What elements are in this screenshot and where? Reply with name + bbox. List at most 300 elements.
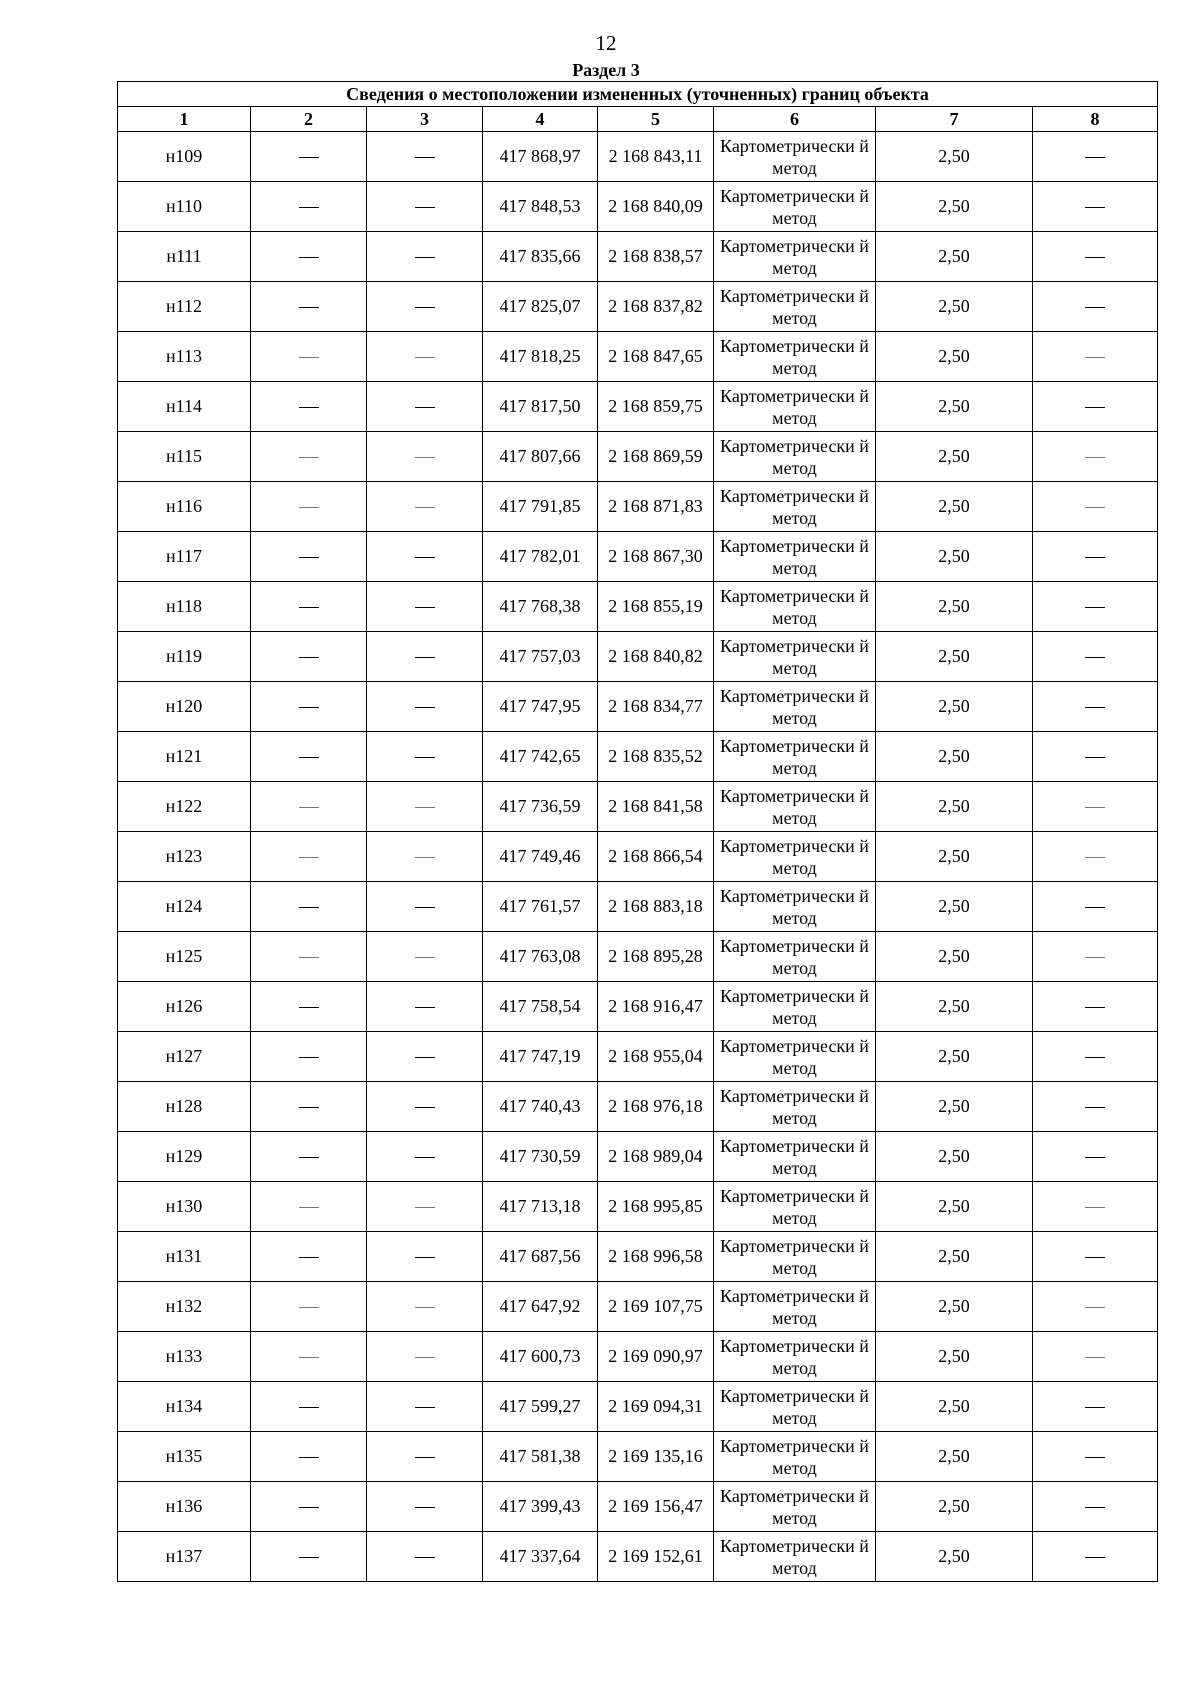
accuracy-cell-text: 2,50	[938, 846, 970, 866]
accuracy-cell	[876, 982, 1033, 1032]
column-3-cell	[367, 1082, 483, 1132]
dash-mark	[299, 1157, 319, 1158]
y-coordinate-cell-text: 2 168 843,11	[608, 146, 703, 166]
x-coordinate-cell-text: 417 868,97	[499, 146, 581, 166]
accuracy-cell	[876, 1232, 1033, 1282]
accuracy-cell	[876, 832, 1033, 882]
method-cell	[714, 1532, 876, 1582]
column-3-cell	[367, 132, 483, 182]
column-2-cell	[251, 382, 367, 432]
table-row	[118, 1282, 1158, 1332]
table-row	[118, 1382, 1158, 1432]
table-row	[118, 1482, 1158, 1532]
method-cell	[714, 482, 876, 532]
column-3-cell	[367, 232, 483, 282]
point-number-cell	[118, 732, 251, 782]
method-cell	[714, 832, 876, 882]
accuracy-cell-text: 2,50	[938, 496, 970, 516]
column-3-cell	[367, 332, 483, 382]
table-row	[118, 232, 1158, 282]
dash-mark	[1085, 1457, 1105, 1458]
point-number-cell	[118, 1382, 251, 1432]
dash-mark	[415, 1357, 435, 1358]
x-coordinate-cell	[483, 1282, 598, 1332]
dash-mark	[299, 807, 319, 808]
x-coordinate-cell	[483, 682, 598, 732]
y-coordinate-cell-text: 2 168 871,83	[608, 496, 703, 516]
column-header: 6	[714, 107, 876, 132]
y-coordinate-cell-text: 2 169 152,61	[608, 1546, 703, 1566]
x-coordinate-cell	[483, 1382, 598, 1432]
column-3-cell	[367, 632, 483, 682]
method-cell-text: Картометрически й метод	[720, 385, 869, 428]
method-cell-text: Картометрически й метод	[720, 835, 869, 878]
point-number-cell	[118, 1232, 251, 1282]
x-coordinate-cell-text: 417 581,38	[499, 1446, 581, 1466]
table-row	[118, 182, 1158, 232]
y-coordinate-cell	[598, 1532, 714, 1582]
x-coordinate-cell	[483, 782, 598, 832]
accuracy-cell	[876, 1082, 1033, 1132]
method-cell-text: Картометрически й метод	[720, 135, 869, 178]
dash-mark	[1085, 907, 1105, 908]
method-cell	[714, 982, 876, 1032]
y-coordinate-cell	[598, 1482, 714, 1532]
dash-mark	[415, 357, 435, 358]
point-number-cell	[118, 1132, 251, 1182]
method-cell-text: Картометрически й метод	[720, 735, 869, 778]
point-number-cell-text: н126	[165, 996, 203, 1016]
method-cell-text: Картометрически й метод	[720, 1185, 869, 1228]
dash-mark	[415, 1407, 435, 1408]
dash-mark	[415, 157, 435, 158]
accuracy-cell	[876, 282, 1033, 332]
accuracy-cell-text: 2,50	[938, 646, 970, 666]
dash-mark	[299, 657, 319, 658]
y-coordinate-cell-text: 2 169 135,16	[608, 1446, 703, 1466]
point-number-cell	[118, 232, 251, 282]
table-row	[118, 1232, 1158, 1282]
table-caption: Сведения о местоположении измененных (уточненных) границ объекта	[118, 82, 1158, 107]
column-8-cell	[1033, 882, 1158, 932]
table-row	[118, 932, 1158, 982]
x-coordinate-cell	[483, 1532, 598, 1582]
x-coordinate-cell-text: 417 399,43	[499, 1496, 581, 1516]
x-coordinate-cell-text: 417 713,18	[499, 1196, 581, 1216]
dash-mark	[299, 1257, 319, 1258]
accuracy-cell-text: 2,50	[938, 1196, 970, 1216]
y-coordinate-cell-text: 2 169 090,97	[608, 1346, 703, 1366]
y-coordinate-cell-text: 2 168 838,57	[608, 246, 703, 266]
table-row	[118, 832, 1158, 882]
method-cell-text: Картометрически й метод	[720, 435, 869, 478]
y-coordinate-cell	[598, 782, 714, 832]
x-coordinate-cell	[483, 332, 598, 382]
column-8-cell	[1033, 1182, 1158, 1232]
point-number-cell-text: н127	[165, 1046, 203, 1066]
dash-mark	[299, 507, 319, 508]
x-coordinate-cell	[483, 1332, 598, 1382]
dash-mark	[1085, 1057, 1105, 1058]
dash-mark	[1085, 357, 1105, 358]
accuracy-cell-text: 2,50	[938, 296, 970, 316]
y-coordinate-cell	[598, 532, 714, 582]
column-3-cell	[367, 482, 483, 532]
table-row	[118, 532, 1158, 582]
point-number-cell-text: н128	[165, 1096, 203, 1116]
dash-mark	[415, 607, 435, 608]
table-caption-row	[118, 82, 1158, 107]
y-coordinate-cell-text: 2 168 916,47	[608, 996, 703, 1016]
y-coordinate-cell-text: 2 168 989,04	[608, 1146, 703, 1166]
x-coordinate-cell-text: 417 749,46	[499, 846, 581, 866]
point-number-cell-text: н121	[165, 746, 203, 766]
dash-mark	[299, 707, 319, 708]
table-row	[118, 1132, 1158, 1182]
column-2-cell	[251, 332, 367, 382]
x-coordinate-cell	[483, 1232, 598, 1282]
y-coordinate-cell-text: 2 168 996,58	[608, 1246, 703, 1266]
dash-mark	[1085, 707, 1105, 708]
y-coordinate-cell	[598, 232, 714, 282]
accuracy-cell-text: 2,50	[938, 1396, 970, 1416]
dash-mark	[299, 407, 319, 408]
dash-mark	[299, 1407, 319, 1408]
dash-mark	[415, 957, 435, 958]
column-8-cell	[1033, 482, 1158, 532]
point-number-cell	[118, 532, 251, 582]
accuracy-cell	[876, 632, 1033, 682]
accuracy-cell-text: 2,50	[938, 1096, 970, 1116]
accuracy-cell	[876, 1182, 1033, 1232]
dash-mark	[299, 457, 319, 458]
dash-mark	[415, 1007, 435, 1008]
accuracy-cell-text: 2,50	[938, 346, 970, 366]
dash-mark	[1085, 507, 1105, 508]
column-2-cell	[251, 1532, 367, 1582]
method-cell	[714, 1332, 876, 1382]
point-number-cell-text: н122	[165, 796, 203, 816]
y-coordinate-cell-text: 2 168 840,09	[608, 196, 703, 216]
dash-mark	[299, 1557, 319, 1558]
method-cell-text: Картометрически й метод	[720, 1335, 869, 1378]
accuracy-cell-text: 2,50	[938, 1046, 970, 1066]
point-number-cell	[118, 282, 251, 332]
y-coordinate-cell	[598, 832, 714, 882]
method-cell	[714, 732, 876, 782]
x-coordinate-cell-text: 417 763,08	[499, 946, 581, 966]
y-coordinate-cell-text: 2 168 976,18	[608, 1096, 703, 1116]
column-3-cell	[367, 1282, 483, 1332]
x-coordinate-cell-text: 417 768,38	[499, 596, 581, 616]
column-header: 5	[598, 107, 714, 132]
x-coordinate-cell	[483, 582, 598, 632]
dash-mark	[299, 357, 319, 358]
y-coordinate-cell-text: 2 168 867,30	[608, 546, 703, 566]
point-number-cell-text: н112	[166, 296, 202, 316]
accuracy-cell-text: 2,50	[938, 1496, 970, 1516]
column-header: 8	[1033, 107, 1158, 132]
dash-mark	[1085, 257, 1105, 258]
x-coordinate-cell-text: 417 825,07	[499, 296, 581, 316]
point-number-cell-text: н129	[165, 1146, 203, 1166]
method-cell	[714, 132, 876, 182]
point-number-cell	[118, 832, 251, 882]
method-cell-text: Картометрически й метод	[720, 1235, 869, 1278]
column-3-cell	[367, 782, 483, 832]
point-number-cell-text: н125	[165, 946, 203, 966]
dash-mark	[1085, 1307, 1105, 1308]
method-cell-text: Картометрически й метод	[720, 785, 869, 828]
x-coordinate-cell-text: 417 736,59	[499, 796, 581, 816]
y-coordinate-cell-text: 2 168 847,65	[608, 346, 703, 366]
point-number-cell	[118, 882, 251, 932]
method-cell	[714, 582, 876, 632]
column-2-cell	[251, 1132, 367, 1182]
dash-mark	[1085, 1157, 1105, 1158]
method-cell	[714, 1132, 876, 1182]
column-3-cell	[367, 1532, 483, 1582]
accuracy-cell	[876, 382, 1033, 432]
dash-mark	[415, 257, 435, 258]
dash-mark	[415, 407, 435, 408]
x-coordinate-cell	[483, 282, 598, 332]
method-cell-text: Картометрически й метод	[720, 885, 869, 928]
dash-mark	[299, 207, 319, 208]
method-cell	[714, 1182, 876, 1232]
table-row	[118, 432, 1158, 482]
column-2-cell	[251, 832, 367, 882]
y-coordinate-cell	[598, 982, 714, 1032]
column-2-cell	[251, 632, 367, 682]
y-coordinate-cell	[598, 1132, 714, 1182]
accuracy-cell-text: 2,50	[938, 996, 970, 1016]
method-cell	[714, 1082, 876, 1132]
column-3-cell	[367, 382, 483, 432]
x-coordinate-cell	[483, 382, 598, 432]
x-coordinate-cell-text: 417 848,53	[499, 196, 581, 216]
x-coordinate-cell-text: 417 791,85	[499, 496, 581, 516]
x-coordinate-cell-text: 417 687,56	[499, 1246, 581, 1266]
column-8-cell	[1033, 1432, 1158, 1482]
method-cell-text: Картометрически й метод	[720, 1135, 869, 1178]
dash-mark	[1085, 657, 1105, 658]
y-coordinate-cell	[598, 1232, 714, 1282]
accuracy-cell-text: 2,50	[938, 1296, 970, 1316]
column-2-cell	[251, 532, 367, 582]
method-cell-text: Картометрически й метод	[720, 1285, 869, 1328]
dash-mark	[415, 857, 435, 858]
table-row	[118, 1082, 1158, 1132]
point-number-cell-text: н124	[165, 896, 203, 916]
y-coordinate-cell	[598, 432, 714, 482]
accuracy-cell-text: 2,50	[938, 746, 970, 766]
table-row	[118, 582, 1158, 632]
accuracy-cell	[876, 1032, 1033, 1082]
method-cell-text: Картометрически й метод	[720, 1435, 869, 1478]
accuracy-cell	[876, 232, 1033, 282]
accuracy-cell-text: 2,50	[938, 1346, 970, 1366]
x-coordinate-cell	[483, 182, 598, 232]
x-coordinate-cell-text: 417 747,19	[499, 1046, 581, 1066]
dash-mark	[1085, 857, 1105, 858]
table-row	[118, 732, 1158, 782]
y-coordinate-cell-text: 2 169 094,31	[608, 1396, 703, 1416]
point-number-cell-text: н110	[166, 196, 202, 216]
y-coordinate-cell	[598, 682, 714, 732]
dash-mark	[1085, 207, 1105, 208]
column-header: 3	[367, 107, 483, 132]
dash-mark	[299, 907, 319, 908]
x-coordinate-cell	[483, 432, 598, 482]
accuracy-cell-text: 2,50	[938, 396, 970, 416]
column-8-cell	[1033, 1032, 1158, 1082]
column-header: 4	[483, 107, 598, 132]
x-coordinate-cell-text: 417 600,73	[499, 1346, 581, 1366]
table-row	[118, 782, 1158, 832]
dash-mark	[299, 1107, 319, 1108]
x-coordinate-cell-text: 417 807,66	[499, 446, 581, 466]
dash-mark	[299, 857, 319, 858]
accuracy-cell	[876, 1132, 1033, 1182]
dash-mark	[415, 557, 435, 558]
y-coordinate-cell-text: 2 168 895,28	[608, 946, 703, 966]
accuracy-cell-text: 2,50	[938, 446, 970, 466]
column-2-cell	[251, 882, 367, 932]
column-8-cell	[1033, 932, 1158, 982]
x-coordinate-cell-text: 417 818,25	[499, 346, 581, 366]
method-cell	[714, 682, 876, 732]
dash-mark	[1085, 807, 1105, 808]
point-number-cell	[118, 582, 251, 632]
method-cell-text: Картометрически й метод	[720, 535, 869, 578]
dash-mark	[1085, 457, 1105, 458]
method-cell-text: Картометрически й метод	[720, 635, 869, 678]
dash-mark	[415, 1157, 435, 1158]
dash-mark	[415, 1507, 435, 1508]
point-number-cell	[118, 932, 251, 982]
dash-mark	[415, 807, 435, 808]
method-cell	[714, 882, 876, 932]
table-row	[118, 382, 1158, 432]
y-coordinate-cell-text: 2 168 835,52	[608, 746, 703, 766]
column-2-cell	[251, 782, 367, 832]
dash-mark	[299, 557, 319, 558]
point-number-cell-text: н123	[165, 846, 203, 866]
dash-mark	[415, 1257, 435, 1258]
column-2-cell	[251, 1032, 367, 1082]
column-2-cell	[251, 432, 367, 482]
accuracy-cell	[876, 1332, 1033, 1382]
y-coordinate-cell	[598, 1032, 714, 1082]
y-coordinate-cell	[598, 382, 714, 432]
method-cell	[714, 1232, 876, 1282]
y-coordinate-cell-text: 2 169 156,47	[608, 1496, 703, 1516]
column-header: 7	[876, 107, 1033, 132]
column-3-cell	[367, 282, 483, 332]
point-number-cell-text: н137	[165, 1546, 203, 1566]
method-cell-text: Картометрически й метод	[720, 485, 869, 528]
dash-mark	[299, 607, 319, 608]
column-3-cell	[367, 1232, 483, 1282]
column-2-cell	[251, 482, 367, 532]
accuracy-cell	[876, 182, 1033, 232]
y-coordinate-cell-text: 2 169 107,75	[608, 1296, 703, 1316]
method-cell	[714, 782, 876, 832]
dash-mark	[1085, 607, 1105, 608]
dash-mark	[299, 957, 319, 958]
column-3-cell	[367, 1032, 483, 1082]
dash-mark	[415, 1207, 435, 1208]
accuracy-cell	[876, 132, 1033, 182]
method-cell-text: Картометрически й метод	[720, 1085, 869, 1128]
dash-mark	[415, 1057, 435, 1058]
table-row	[118, 132, 1158, 182]
dash-mark	[415, 1107, 435, 1108]
y-coordinate-cell	[598, 582, 714, 632]
method-cell	[714, 632, 876, 682]
y-coordinate-cell	[598, 482, 714, 532]
table-row	[118, 1432, 1158, 1482]
x-coordinate-cell	[483, 132, 598, 182]
x-coordinate-cell-text: 417 817,50	[499, 396, 581, 416]
dash-mark	[299, 757, 319, 758]
column-2-cell	[251, 932, 367, 982]
accuracy-cell-text: 2,50	[938, 1446, 970, 1466]
accuracy-cell	[876, 782, 1033, 832]
x-coordinate-cell	[483, 732, 598, 782]
dash-mark	[415, 1457, 435, 1458]
dash-mark	[299, 1207, 319, 1208]
accuracy-cell-text: 2,50	[938, 196, 970, 216]
column-8-cell	[1033, 182, 1158, 232]
section-title: Раздел 3	[572, 60, 640, 80]
column-3-cell	[367, 732, 483, 782]
accuracy-cell-text: 2,50	[938, 596, 970, 616]
table-row	[118, 1332, 1158, 1382]
method-cell-text: Картометрически й метод	[720, 1035, 869, 1078]
dash-mark	[299, 1507, 319, 1508]
method-cell-text: Картометрически й метод	[720, 585, 869, 628]
column-2-cell	[251, 1382, 367, 1432]
dash-mark	[1085, 157, 1105, 158]
y-coordinate-cell-text: 2 168 834,77	[608, 696, 703, 716]
x-coordinate-cell-text: 417 730,59	[499, 1146, 581, 1166]
dash-mark	[415, 307, 435, 308]
method-cell-text: Картометрически й метод	[720, 985, 869, 1028]
column-3-cell	[367, 882, 483, 932]
method-cell	[714, 1482, 876, 1532]
accuracy-cell	[876, 732, 1033, 782]
method-cell-text: Картометрически й метод	[720, 1385, 869, 1428]
column-3-cell	[367, 582, 483, 632]
y-coordinate-cell	[598, 1282, 714, 1332]
column-8-cell	[1033, 1232, 1158, 1282]
y-coordinate-cell-text: 2 168 855,19	[608, 596, 703, 616]
dash-mark	[1085, 307, 1105, 308]
point-number-cell	[118, 382, 251, 432]
table-row	[118, 682, 1158, 732]
x-coordinate-cell	[483, 1082, 598, 1132]
dash-mark	[1085, 957, 1105, 958]
accuracy-cell	[876, 1432, 1033, 1482]
column-2-cell	[251, 232, 367, 282]
x-coordinate-cell-text: 417 337,64	[499, 1546, 581, 1566]
dash-mark	[299, 1457, 319, 1458]
y-coordinate-cell	[598, 332, 714, 382]
point-number-cell	[118, 1032, 251, 1082]
x-coordinate-cell-text: 417 742,65	[499, 746, 581, 766]
